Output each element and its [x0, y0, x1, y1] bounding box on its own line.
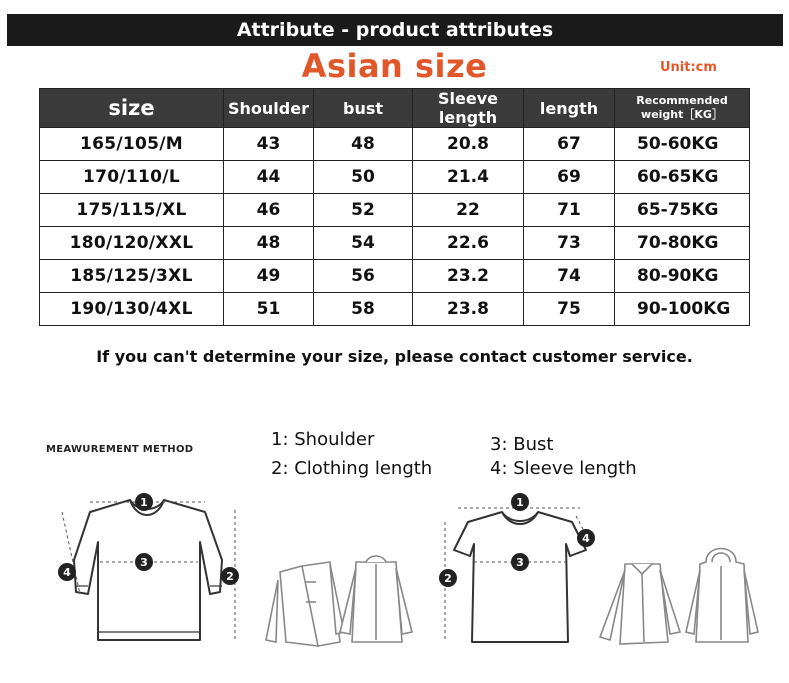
- cell-shoulder: 44: [224, 161, 314, 194]
- legend-bust: 3: Bust: [490, 434, 554, 455]
- cell-sleeve: 23.2: [413, 260, 524, 293]
- cell-size: 185/125/3XL: [40, 260, 224, 293]
- header-length: length: [524, 89, 615, 128]
- tshirt-figure: [454, 512, 586, 642]
- svg-text:2: 2: [226, 570, 234, 583]
- svg-text:3: 3: [516, 556, 524, 569]
- measurement-method-label: MEAWUREMENT METHOD: [46, 444, 194, 455]
- svg-text:3: 3: [140, 556, 148, 569]
- cell-weight: 60-65KG: [615, 161, 750, 194]
- cell-weight: 90-100KG: [615, 293, 750, 326]
- table-row: [40, 161, 750, 194]
- cell-bust: 58: [314, 293, 413, 326]
- marker-3-sweater: [135, 553, 153, 571]
- cell-weight: 65-75KG: [615, 194, 750, 227]
- cell-sleeve: 22: [413, 194, 524, 227]
- legend-clothing-length: 2: Clothing length: [271, 458, 433, 479]
- cell-length: 75: [524, 293, 615, 326]
- cell-shoulder: 46: [224, 194, 314, 227]
- cell-bust: 48: [314, 128, 413, 161]
- header-sleeve-length: Sleeve length: [413, 89, 524, 128]
- cell-shoulder: 51: [224, 293, 314, 326]
- cell-sleeve: 22.6: [413, 227, 524, 260]
- cell-bust: 52: [314, 194, 413, 227]
- svg-text:4: 4: [582, 532, 590, 545]
- cell-length: 74: [524, 260, 615, 293]
- cell-bust: 56: [314, 260, 413, 293]
- cell-size: 165/105/M: [40, 128, 224, 161]
- cell-weight: 50-60KG: [615, 128, 750, 161]
- contact-note: If you can't determine your size, please contact customer service.: [96, 347, 693, 366]
- table-header-row: [40, 89, 750, 128]
- cell-shoulder: 48: [224, 227, 314, 260]
- svg-text:2: 2: [444, 572, 452, 585]
- shirt-figure: [600, 564, 680, 644]
- cell-weight: 80-90KG: [615, 260, 750, 293]
- cell-bust: 50: [314, 161, 413, 194]
- table-row: [40, 194, 750, 227]
- marker-3-tshirt: [511, 553, 529, 571]
- cell-shoulder: 49: [224, 260, 314, 293]
- legend-shoulder: 1: Shoulder: [271, 429, 375, 450]
- header-shoulder: Shoulder: [224, 89, 314, 128]
- size-table: [39, 88, 750, 326]
- table-row: [40, 293, 750, 326]
- header-bust: bust: [314, 89, 413, 128]
- cell-size: 170/110/L: [40, 161, 224, 194]
- measurement-diagram: [40, 482, 760, 657]
- cell-bust: 54: [314, 227, 413, 260]
- header-recommended-weight: Recommended weight［KG］: [615, 89, 750, 128]
- cell-length: 73: [524, 227, 615, 260]
- marker-1-tshirt: [511, 493, 529, 511]
- cell-sleeve: 21.4: [413, 161, 524, 194]
- cell-shoulder: 43: [224, 128, 314, 161]
- table-row: [40, 227, 750, 260]
- cell-sleeve: 23.8: [413, 293, 524, 326]
- hoodie-figure: [686, 549, 758, 643]
- unit-label: Unit:cm: [660, 60, 717, 75]
- header-size: size: [40, 89, 224, 128]
- legend-sleeve-length: 4: Sleeve length: [490, 458, 637, 479]
- banner: Attribute - product attributes: [7, 14, 783, 46]
- zip-jacket-figure: [340, 556, 412, 642]
- cell-size: 180/120/XXL: [40, 227, 224, 260]
- svg-text:1: 1: [140, 496, 148, 509]
- cell-sleeve: 20.8: [413, 128, 524, 161]
- cell-weight: 70-80KG: [615, 227, 750, 260]
- table-row: [40, 260, 750, 293]
- cell-length: 69: [524, 161, 615, 194]
- marker-4-sweater: [58, 563, 76, 581]
- svg-text:4: 4: [63, 566, 71, 579]
- svg-text:1: 1: [516, 496, 524, 509]
- marker-4-tshirt: [577, 529, 595, 547]
- cell-length: 67: [524, 128, 615, 161]
- cell-size: 190/130/4XL: [40, 293, 224, 326]
- page-title: Asian size: [301, 47, 488, 85]
- marker-2-tshirt: [439, 569, 457, 587]
- jacket-figure: [266, 562, 344, 646]
- cell-size: 175/115/XL: [40, 194, 224, 227]
- marker-1-sweater: [135, 493, 153, 511]
- cell-length: 71: [524, 194, 615, 227]
- table-row: [40, 128, 750, 161]
- marker-2-sweater: [221, 567, 239, 585]
